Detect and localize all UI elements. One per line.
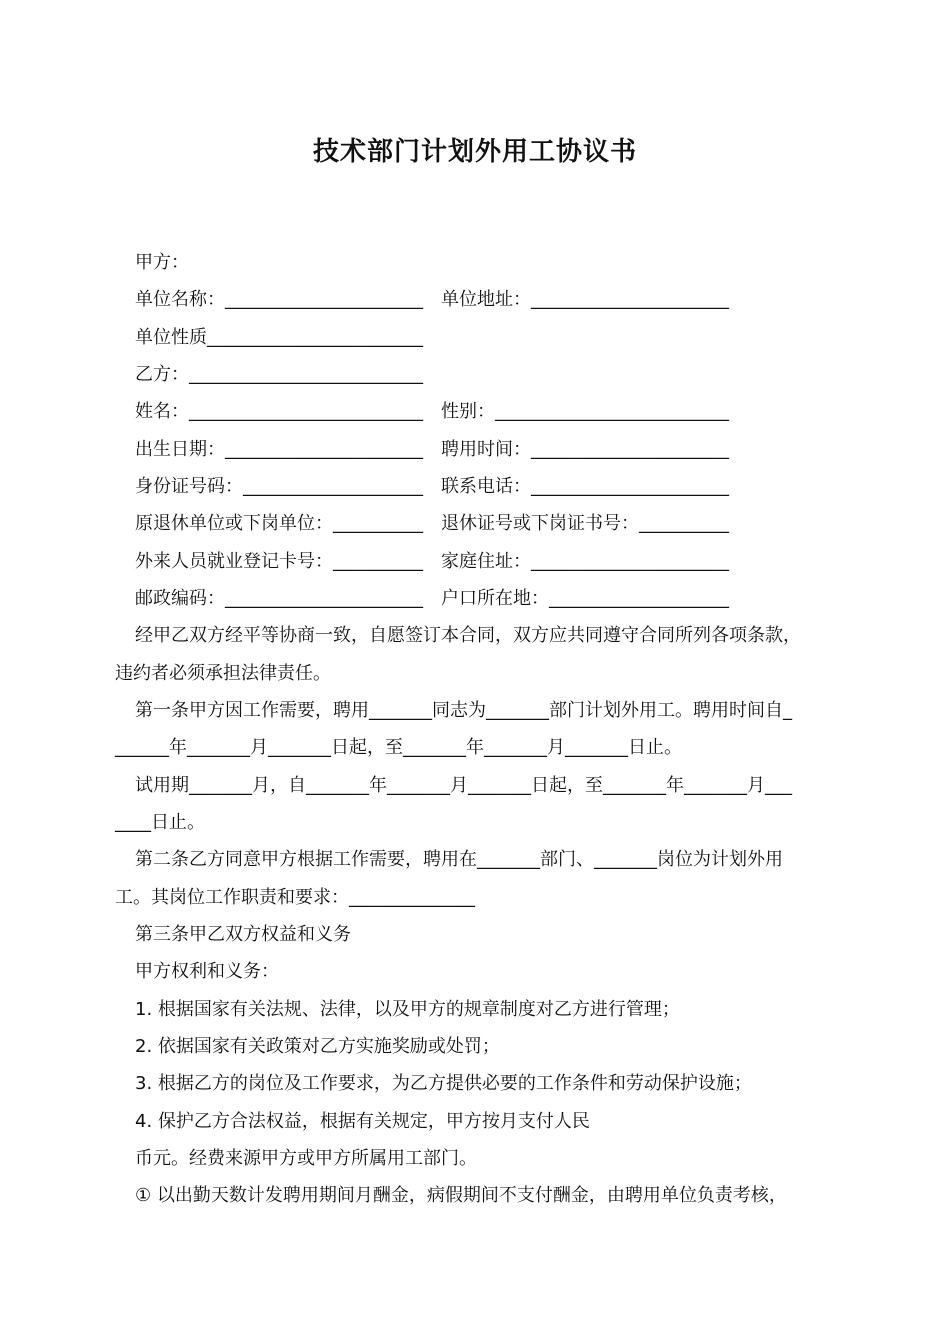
party-a-label: 甲方：	[135, 252, 189, 273]
article-3-heading: 第三条甲乙双方权益和义务	[135, 924, 351, 945]
preamble-line-1: 经甲乙双方经平等协商一致，自愿签订本合同，双方应共同遵守合同所列各项条款，	[135, 625, 801, 646]
household-location-field: 户口所在地：____________________	[441, 588, 729, 609]
probation-line-2: ____日止。	[115, 812, 205, 833]
employment-card-field: 外来人员就业登记卡号：__________	[135, 551, 423, 572]
article-1-line-1: 第一条甲方因工作需要，聘用_______同志为_______部门计划外用工。聘用时间自_	[135, 700, 792, 721]
rights-item-3: 3. 根据乙方的岗位及工作要求，为乙方提供必要的工作条件和劳动保护设施；	[135, 1073, 752, 1094]
hire-time-field: 聘用时间：______________________	[441, 439, 729, 460]
unit-nature-field: 单位性质________________________	[135, 327, 423, 348]
probation-line-1: 试用期_______月，自_______年_______月_______日起，至_______年_______月___	[135, 775, 792, 796]
article-1-line-2: ______年_______月_______日起，至_______年_______月_______日止。	[115, 737, 682, 758]
former-unit-field: 原退休单位或下岗单位：__________	[135, 513, 423, 534]
id-number-field: 身份证号码：____________________	[135, 476, 423, 497]
rights-item-4: 4. 保护乙方合法权益，根据有关规定，甲方按月支付人民	[135, 1111, 590, 1132]
postal-code-field: 邮政编码：______________________	[135, 588, 423, 609]
rights-item-1: 1. 根据国家有关法规、法律，以及甲方的规章制度对乙方进行管理；	[135, 999, 680, 1020]
party-b-field: 乙方：__________________________	[135, 364, 423, 385]
gender-field: 性别：__________________________	[441, 401, 729, 422]
phone-field: 联系电话：______________________	[441, 476, 729, 497]
name-field: 姓名：__________________________	[135, 401, 423, 422]
article-2-line-2: 工。其岗位工作职责和要求：______________	[115, 887, 475, 908]
party-a-rights-heading: 甲方权利和义务：	[135, 961, 279, 982]
unit-address-field: 单位地址：______________________	[441, 289, 729, 310]
rights-item-4-cont: 币元。经费来源甲方或甲方所属用工部门。	[135, 1148, 477, 1169]
document-title: 技术部门计划外用工协议书	[312, 137, 637, 167]
home-address-field: 家庭住址：______________________	[441, 551, 729, 572]
preamble-line-2: 违约者必须承担法律责任。	[115, 663, 331, 684]
retirement-cert-field: 退休证号或下岗证书号：__________	[441, 513, 729, 534]
birth-date-field: 出生日期：______________________	[135, 439, 423, 460]
salary-clause-1: ① 以出勤天数计发聘用期间月酬金，病假期间不支付酬金，由聘用单位负责考核，	[135, 1185, 787, 1206]
rights-item-2: 2. 依据国家有关政策对乙方实施奖励或处罚；	[135, 1036, 500, 1057]
unit-name-field: 单位名称：______________________	[135, 289, 423, 310]
article-2-line-1: 第二条乙方同意甲方根据工作需要，聘用在_______部门、_______岗位为计划外用	[135, 849, 783, 870]
